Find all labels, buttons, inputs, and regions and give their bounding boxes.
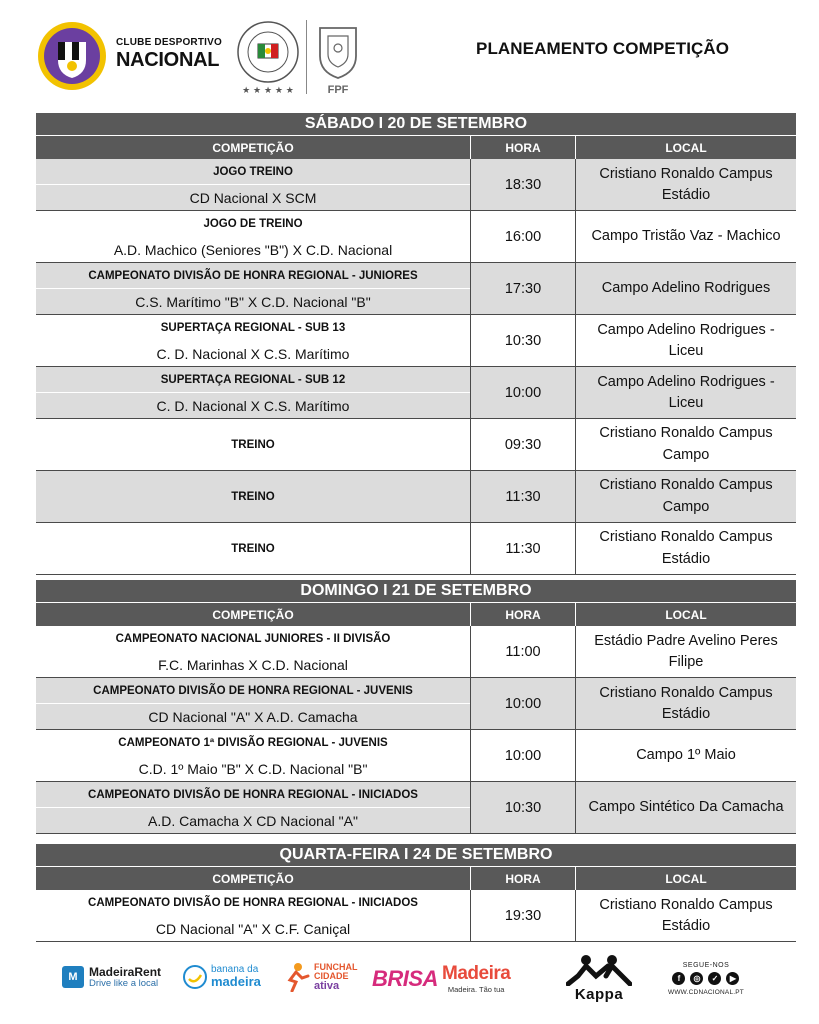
svg-text:★ ★ ★ ★ ★: ★ ★ ★ ★ ★ xyxy=(242,86,294,96)
table-row xyxy=(36,782,796,834)
match-teams: F.C. Marinhas X C.D. Nacional xyxy=(158,657,348,673)
match-teams: C. D. Nacional X C.S. Marítimo xyxy=(156,398,350,414)
match-time: 10:00 xyxy=(471,678,576,730)
match-venue: Campo Tristão Vaz - Machico xyxy=(591,228,781,245)
match-venue: Cristiano Ronaldo Campus Estádio xyxy=(599,165,773,203)
column-header-local: LOCAL xyxy=(665,140,707,155)
fpf-crest-logo xyxy=(312,18,364,98)
match-time: 18:30 xyxy=(471,159,576,211)
funchal-line2: CIDADE xyxy=(314,970,349,981)
column-header-row xyxy=(36,603,796,626)
competition-name: TREINO xyxy=(36,471,471,522)
brisa-logo-text: BRISA xyxy=(372,966,438,991)
kappa-omini-icon xyxy=(566,954,632,986)
banana-icon xyxy=(182,964,208,990)
youtube-icon[interactable]: ▶ xyxy=(726,972,739,985)
competition-name: TREINO xyxy=(36,523,471,574)
column-header-competicao: COMPETIÇÃO xyxy=(36,603,471,626)
match-teams: C. D. Nacional X C.S. Marítimo xyxy=(156,346,350,362)
match-venue: Cristiano Ronaldo Campus Estádio xyxy=(599,896,773,934)
competition-name: CAMPEONATO DIVISÃO DE HONRA REGIONAL - INICIADOS xyxy=(36,782,470,808)
funchal-line1: FUNCHAL xyxy=(314,961,358,972)
match-venue: Cristiano Ronaldo Campus Campo xyxy=(599,425,773,463)
club-name xyxy=(116,38,222,70)
page-title: PLANEAMENTO COMPETIÇÃO xyxy=(476,39,730,58)
instagram-icon[interactable]: ◎ xyxy=(690,972,703,985)
match-teams: A.D. Camacha X CD Nacional "A" xyxy=(148,813,358,829)
match-time: 19:30 xyxy=(471,890,576,942)
competition-name: JOGO DE TREINO xyxy=(203,218,303,230)
website-link[interactable]: WWW.CDNACIONAL.PT xyxy=(668,989,744,996)
sponsor-brisa xyxy=(372,966,438,992)
schedule-table-sunday xyxy=(36,580,796,834)
madeirarent-tagline: Drive like a local xyxy=(89,977,159,989)
madeirarent-name: MadeiraRent xyxy=(89,965,162,979)
social-block xyxy=(668,962,744,996)
day-header: SÁBADO I 20 DE SETEMBRO xyxy=(36,113,796,136)
club-crest-logo xyxy=(36,20,108,92)
table-row xyxy=(36,367,796,419)
match-time: 16:00 xyxy=(471,211,576,263)
match-venue: Cristiano Ronaldo Campus Estádio xyxy=(599,684,773,722)
column-header-local: LOCAL xyxy=(665,607,707,622)
table-row xyxy=(36,626,796,678)
match-time: 11:30 xyxy=(471,471,576,522)
competition-name: SUPERTAÇA REGIONAL - SUB 12 xyxy=(36,367,470,393)
table-row xyxy=(36,678,796,730)
table-row xyxy=(36,419,796,471)
sponsor-banana-da-madeira xyxy=(182,964,261,990)
table-row xyxy=(36,730,796,782)
match-teams: CD Nacional "A" X C.F. Caniçal xyxy=(155,921,351,937)
table-row xyxy=(36,523,796,575)
match-venue: Campo Sintético Da Camacha xyxy=(588,799,784,816)
match-venue: Campo Adelino Rodrigues xyxy=(601,280,771,297)
day-header: QUARTA-FEIRA I 24 DE SETEMBRO xyxy=(36,844,796,867)
table-row xyxy=(36,211,796,263)
sponsor-kappa xyxy=(566,954,632,1003)
twitter-icon[interactable]: ✓ xyxy=(708,972,721,985)
column-header-row xyxy=(36,136,796,159)
match-venue: Estádio Padre Avelino Peres Filipe xyxy=(594,632,778,670)
match-venue: Campo Adelino Rodrigues - Liceu xyxy=(597,373,775,411)
table-row xyxy=(36,315,796,367)
match-teams: C.D. 1º Maio "B" X C.D. Nacional "B" xyxy=(138,761,368,777)
match-venue: Cristiano Ronaldo Campus Estádio xyxy=(599,529,773,567)
banana-line2: madeira xyxy=(211,974,261,990)
day-header: DOMINGO I 21 DE SETEMBRO xyxy=(36,580,796,603)
match-venue: Campo 1º Maio xyxy=(636,747,736,764)
madeira-logo-text: Madeira xyxy=(442,963,511,984)
competition-name: JOGO TREINO xyxy=(36,159,470,185)
table-row xyxy=(36,159,796,211)
column-header-competicao: COMPETIÇÃO xyxy=(36,136,471,159)
madeira-tagline: Madeira. Tão tua xyxy=(447,985,505,994)
competition-name: CAMPEONATO NACIONAL JUNIORES - II DIVISÃO xyxy=(115,633,391,645)
column-header-local: LOCAL xyxy=(665,871,707,886)
sponsor-funchal-cidade-ativa xyxy=(282,962,358,992)
column-header-hora: HORA xyxy=(471,603,576,626)
column-header-row xyxy=(36,867,796,890)
social-title: SEGUE-NOS xyxy=(682,962,730,969)
match-time: 11:30 xyxy=(471,523,576,574)
competition-name: CAMPEONATO DIVISÃO DE HONRA REGIONAL - INICIADOS xyxy=(88,897,418,909)
madeirarent-icon: M xyxy=(62,966,84,988)
competition-name: TREINO xyxy=(36,419,471,470)
match-time: 10:00 xyxy=(471,367,576,419)
match-time: 17:30 xyxy=(471,263,576,315)
match-venue: Campo Adelino Rodrigues - Liceu xyxy=(597,321,775,359)
schedule-table-saturday xyxy=(36,113,796,575)
competition-name: CAMPEONATO DIVISÃO DE HONRA REGIONAL - JUNIORES xyxy=(36,263,470,289)
certification-seal-logo xyxy=(232,18,304,98)
page-header xyxy=(0,0,819,110)
match-teams: A.D. Machico (Seniores "B") X C.D. Nacional xyxy=(113,242,393,258)
match-time: 10:30 xyxy=(471,782,576,834)
schedule-table-wednesday xyxy=(36,844,796,942)
match-venue: Cristiano Ronaldo Campus Campo xyxy=(599,477,773,515)
column-header-competicao: COMPETIÇÃO xyxy=(36,867,471,890)
competition-name: CAMPEONATO DIVISÃO DE HONRA REGIONAL - JUVENIS xyxy=(36,678,470,704)
match-teams: CD Nacional "A" X A.D. Camacha xyxy=(148,709,358,725)
column-header-hora: HORA xyxy=(471,867,576,890)
table-row xyxy=(36,890,796,942)
sponsor-madeirarent xyxy=(62,966,161,989)
match-time: 10:30 xyxy=(471,315,576,367)
table-row xyxy=(36,263,796,315)
sponsors-footer xyxy=(0,950,819,1024)
match-teams: C.S. Marítimo "B" X C.D. Nacional "B" xyxy=(135,294,371,310)
sponsor-madeira xyxy=(442,964,510,994)
competition-name: SUPERTAÇA REGIONAL - SUB 13 xyxy=(160,322,346,334)
match-teams: CD Nacional X SCM xyxy=(189,190,317,206)
match-time: 09:30 xyxy=(471,419,576,470)
match-time: 11:00 xyxy=(471,626,576,678)
match-time: 10:00 xyxy=(471,730,576,782)
fpf-label: FPF xyxy=(327,84,349,96)
column-header-hora: HORA xyxy=(471,136,576,159)
runner-icon xyxy=(282,962,310,992)
facebook-icon[interactable]: f xyxy=(672,972,685,985)
kappa-logo-text: Kappa xyxy=(574,986,624,1003)
funchal-line3: ativa xyxy=(314,979,340,992)
club-name-line1: CLUBE DESPORTIVO xyxy=(116,37,222,48)
club-name-line2: NACIONAL xyxy=(116,49,220,71)
competition-name: CAMPEONATO 1ª DIVISÃO REGIONAL - JUVENIS xyxy=(118,737,388,749)
banana-line1: banana da xyxy=(211,963,259,975)
header-divider xyxy=(306,20,307,94)
table-row xyxy=(36,471,796,523)
